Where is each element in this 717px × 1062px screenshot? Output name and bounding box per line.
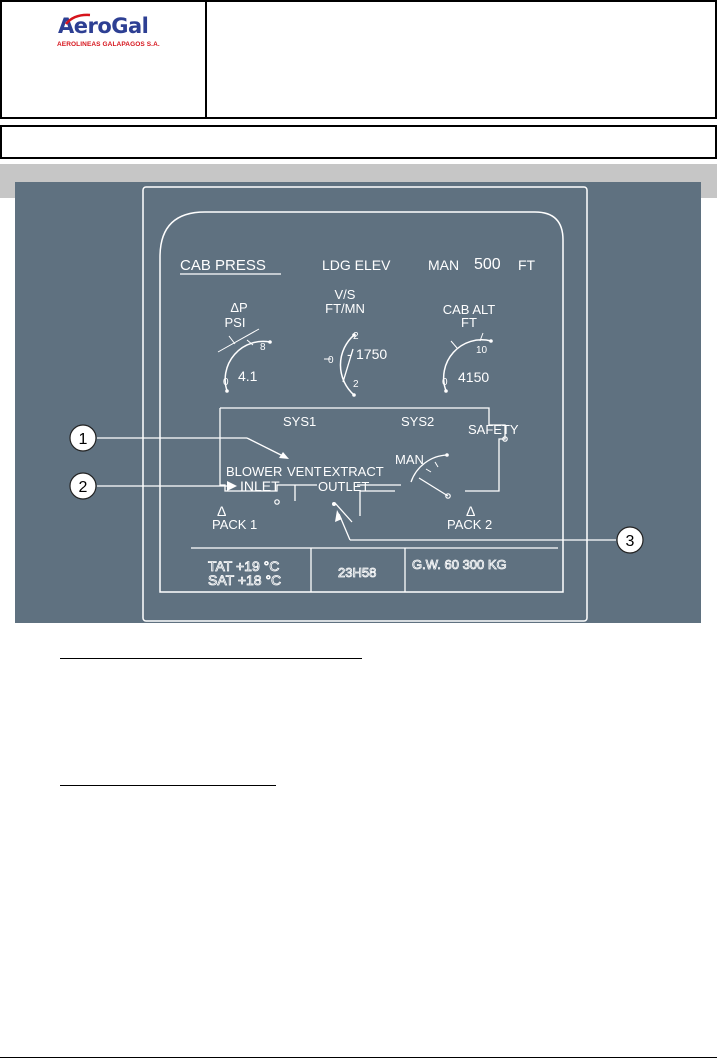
- heading-underline-1: [60, 658, 362, 659]
- pack2-delta-icon: Δ: [466, 503, 476, 519]
- ecam-drawing: [15, 182, 701, 623]
- system-diagram: [220, 408, 505, 516]
- header-logo-cell: [0, 0, 207, 119]
- ldg-elev-unit: FT: [518, 257, 536, 273]
- cab-alt-scale-max: 10: [476, 345, 488, 356]
- sys2-label: SYS2: [401, 414, 435, 429]
- cab-alt-label-bottom: FT: [461, 315, 477, 330]
- heading-underline-2: [60, 785, 276, 786]
- inlet-label: INLET: [240, 478, 280, 494]
- pack1-delta-icon: Δ: [217, 503, 227, 519]
- cab-alt-label-top: CAB ALT: [442, 302, 496, 317]
- vent-label: VENT: [287, 464, 322, 479]
- time-readout: 23H58: [338, 565, 377, 580]
- callout-1: [70, 425, 289, 459]
- vs-scale-bottom: 2: [353, 379, 359, 390]
- ldg-elev-value: 500: [474, 256, 501, 273]
- extract-label: EXTRACT: [323, 464, 384, 479]
- safety-label: SAFETY: [468, 422, 519, 437]
- delta-p-scale-min: 0: [223, 377, 229, 388]
- cab-press-title: CAB PRESS: [180, 257, 266, 274]
- callout-2-number: 2: [78, 479, 88, 496]
- callout-2: [70, 473, 237, 499]
- sat-readout: SAT +18 °C: [208, 572, 282, 588]
- man-label: MAN: [428, 257, 460, 273]
- footer-rule: [0, 1057, 717, 1058]
- outlet-label: OUTLET: [318, 479, 370, 494]
- man-valve-label: MAN: [395, 452, 424, 467]
- header-title-cell: [205, 0, 717, 119]
- vs-label-top: V/S: [334, 287, 356, 302]
- pack1-label: PACK 1: [212, 517, 258, 532]
- vs-scale-mid: 0: [328, 355, 334, 366]
- delta-p-value: 4.1: [238, 368, 258, 384]
- cab-press-ecam-figure: [15, 182, 701, 623]
- cab-alt-scale-min: 0: [442, 377, 448, 388]
- callout-3-number: 3: [625, 533, 635, 550]
- header-subtitle-row: [0, 125, 717, 159]
- logo-swoosh-icon: [64, 12, 94, 26]
- pack2-label: PACK 2: [447, 517, 493, 532]
- cab-alt-gauge: [442, 302, 495, 393]
- callout-1-number: 1: [78, 431, 88, 448]
- vs-value: 1750: [356, 346, 388, 362]
- logo-brand-text: AeroGal: [58, 14, 149, 38]
- delta-p-gauge: [218, 300, 272, 393]
- ldg-elev-label: LDG ELEV: [322, 257, 391, 273]
- tat-readout: TAT +19 °C: [208, 558, 280, 574]
- outflow-valve-position: [419, 478, 448, 496]
- sys1-label: SYS1: [283, 414, 317, 429]
- vs-scale-top: 2: [353, 331, 359, 342]
- delta-p-label-bottom: PSI: [224, 315, 246, 330]
- gw-readout: G.W. 60 300 KG: [412, 557, 507, 572]
- vs-label-bottom: FT/MN: [325, 301, 365, 316]
- vs-gauge: [324, 287, 387, 397]
- vs-value-sign: -: [347, 346, 352, 362]
- blower-label: BLOWER: [226, 464, 283, 479]
- inlet-valve-dot: [275, 500, 279, 504]
- logo-subtitle: AEROLINEAS GALAPAGOS S.A.: [57, 41, 160, 48]
- delta-p-scale-max: 8: [260, 342, 266, 353]
- delta-p-label-top: ΔP: [230, 300, 248, 315]
- cab-alt-value: 4150: [458, 369, 490, 385]
- outer-frame: [143, 187, 587, 621]
